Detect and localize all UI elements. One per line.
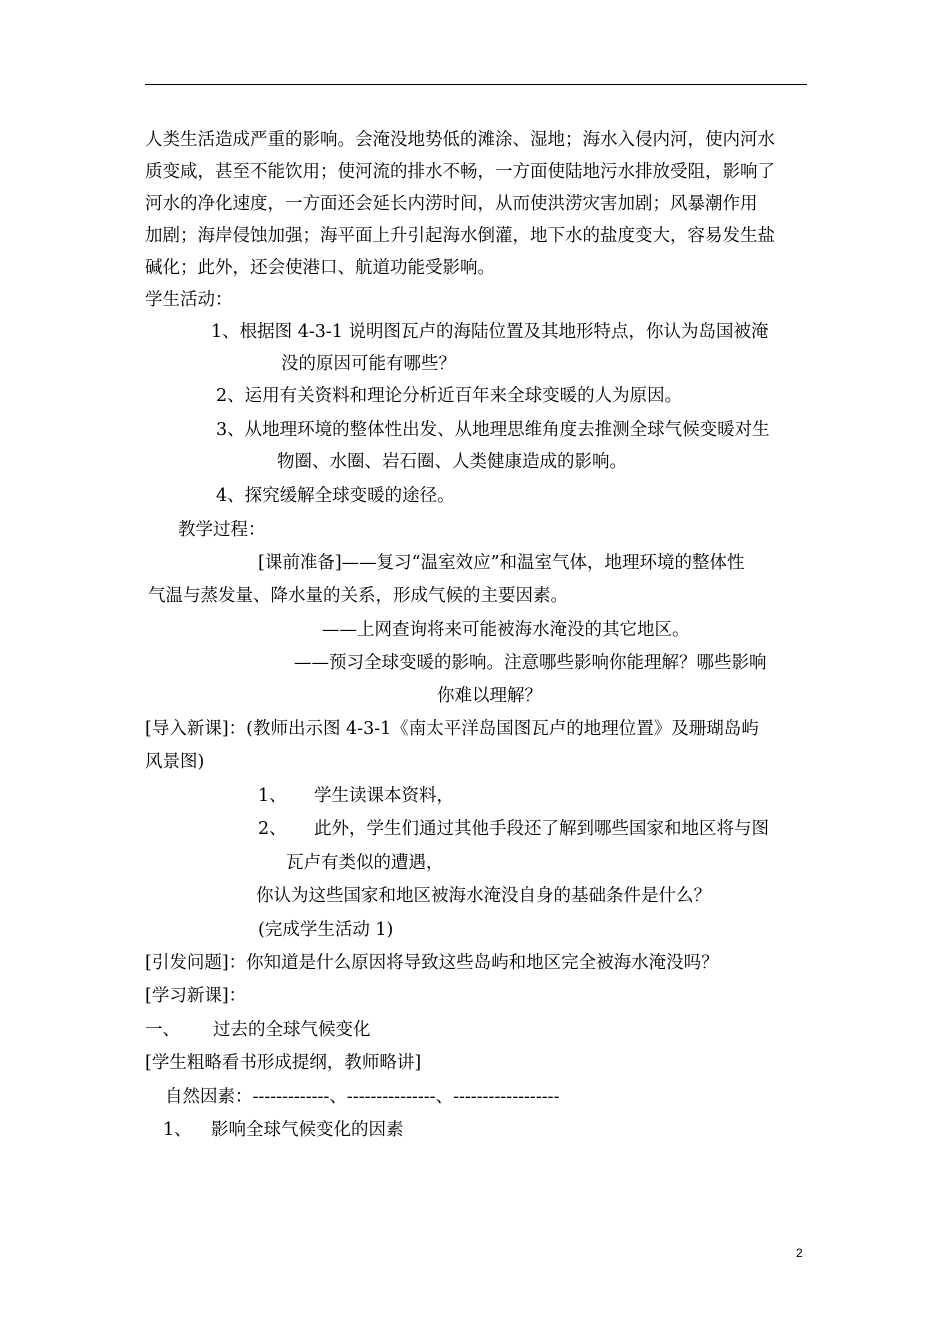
outline-note: [学生粗略看书形成提纲，教师略讲] <box>145 1053 422 1073</box>
activity-4: 4、探究缓解全球变暖的途径。 <box>216 486 455 506</box>
activity-1-line-1: 1、根据图 4-3-1 说明图瓦卢的海陆位置及其地形特点，你认为岛国被淹 <box>211 322 769 342</box>
raise-question: [引发问题]：你知道是什么原因将导致这些岛屿和地区完全被海水淹没吗？ <box>145 953 719 973</box>
activity-2: 2、运用有关资料和理论分析近百年来全球变暖的人为原因。 <box>216 386 683 406</box>
activity-3-line-1: 3、从地理环境的整体性出发、从地理思维角度去推测全球气候变暖对生 <box>216 420 770 440</box>
prep-line-5: 你难以理解？ <box>437 686 542 706</box>
intro-item-2-text: 此外，学生们通过其他手段还了解到哪些国家和地区将与图 <box>314 819 769 839</box>
intro-item-2-continuation: 瓦卢有类似的遭遇， <box>286 853 444 873</box>
natural-factors-line: 自然因素：-------------、---------------、------------------ <box>165 1087 560 1107</box>
paragraph-line-1: 人类生活造成严重的影响。会淹没地势低的滩涂、湿地；海水入侵内河，使内河水 <box>145 130 775 150</box>
intro-item-1-number: 1、 <box>258 786 287 806</box>
item-1 <box>163 1118 404 1142</box>
activity-3-line-2: 物圈、水圈、岩石圈、人类健康造成的影响。 <box>277 452 627 472</box>
item-1-text: 影响全球气候变化的因素 <box>211 1120 404 1140</box>
intro-line-2: 风景图) <box>145 752 205 772</box>
process-heading: 教学过程： <box>178 520 266 540</box>
intro-item-2-number: 2、 <box>258 819 287 839</box>
intro-item-1-text: 学生读课本资料， <box>314 786 454 806</box>
intro-item-2 <box>258 817 769 841</box>
activities-heading: 学生活动： <box>145 290 233 310</box>
header-rule <box>145 84 807 85</box>
intro-item-1 <box>258 784 454 808</box>
section-1-title: 过去的全球气候变化 <box>213 1020 371 1040</box>
paragraph-line-2: 质变咸，甚至不能饮用；使河流的排水不畅，一方面使陆地污水排放受阻，影响了 <box>145 162 775 182</box>
prep-line-4: ——预习全球变暖的影响。注意哪些影响你能理解？哪些影响 <box>294 653 767 673</box>
new-lesson-heading: [学习新课]： <box>145 986 247 1006</box>
intro-question: 你认为这些国家和地区被海水淹没自身的基础条件是什么？ <box>256 886 711 906</box>
paragraph-line-3: 河水的净化速度，一方面还会延长内涝时间，从而使洪涝灾害加剧；风暴潮作用 <box>145 194 758 214</box>
section-1-heading <box>145 1018 371 1042</box>
paragraph-line-4: 加剧；海岸侵蚀加强；海平面上升引起海水倒灌，地下水的盐度变大，容易发生盐 <box>145 226 775 246</box>
intro-complete-activity: (完成学生活动 1) <box>258 920 394 940</box>
item-1-number: 1、 <box>163 1120 192 1140</box>
page-number: 2 <box>796 1246 803 1260</box>
paragraph-line-5: 碱化；此外，还会使港口、航道功能受影响。 <box>145 258 495 278</box>
prep-line-1: [课前准备]——复习“温室效应”和温室气体，地理环境的整体性 <box>258 553 745 573</box>
prep-line-3: ——上网查询将来可能被海水淹没的其它地区。 <box>322 620 690 640</box>
section-1-number: 一、 <box>145 1020 180 1040</box>
intro-line-1: [导入新课]：(教师出示图 4-3-1《南太平洋岛国图瓦卢的地理位置》及珊瑚岛屿 <box>145 719 759 739</box>
prep-line-2: 气温与蒸发量、降水量的关系，形成气候的主要因素。 <box>148 586 568 606</box>
activity-1-line-2: 没的原因可能有哪些？ <box>281 354 456 374</box>
